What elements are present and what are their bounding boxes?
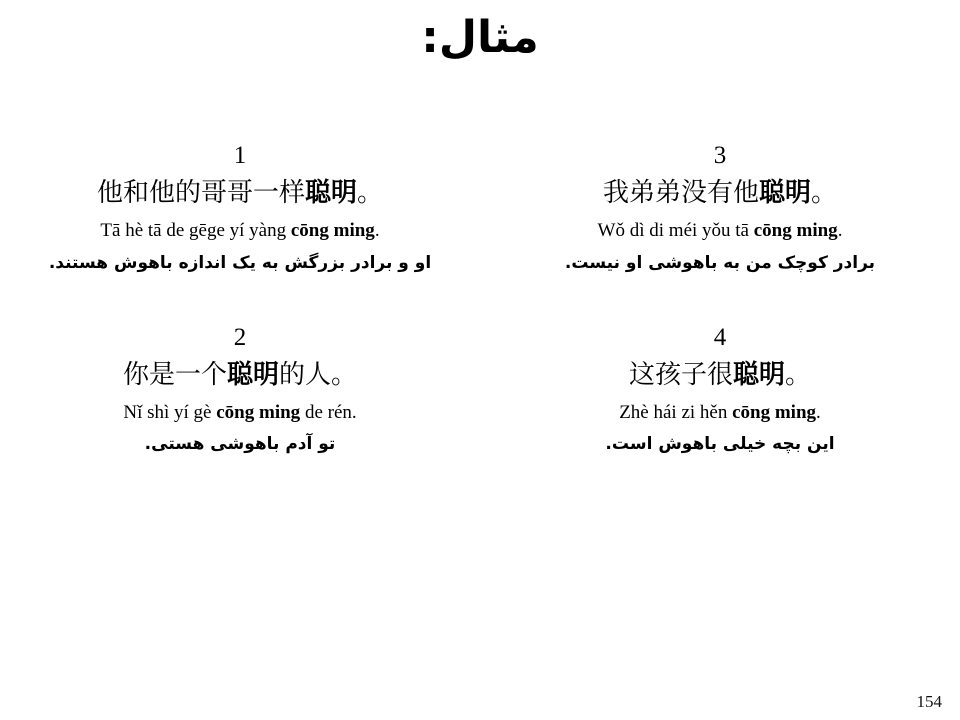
pinyin-text-before: Wǒ dì di méi yǒu tā — [597, 220, 754, 242]
farsi-text-before: تو آدم — [279, 434, 336, 455]
example-item — [0, 322, 480, 458]
farsi-text-before: او و برادر بزرگش به یک اندازه — [172, 252, 432, 273]
farsi-keyword: باهوش — [658, 434, 718, 455]
farsi-text-after: او نیست. — [564, 252, 649, 273]
pinyin-text-after: . — [374, 220, 380, 242]
pinyin-keyword: cōng ming — [732, 401, 817, 423]
example-item — [0, 140, 480, 276]
farsi-keyword: باهوشی — [648, 252, 718, 273]
pinyin-text-before: Nǐ shì yí gè — [123, 401, 217, 423]
hanzi-text-before: 我弟弟没有他 — [602, 178, 759, 209]
pinyin-text-after: . — [837, 220, 843, 242]
example-pinyin — [504, 401, 936, 426]
farsi-keyword: باهوش — [113, 252, 173, 273]
example-number: 3 — [713, 142, 727, 169]
example-pinyin — [24, 401, 456, 426]
farsi-text-before: این بچه خیلی — [717, 434, 835, 455]
hanzi-keyword: 聪明 — [758, 178, 811, 209]
example-hanzi — [24, 359, 456, 393]
farsi-keyword: باهوشی — [210, 434, 280, 455]
example-farsi — [504, 252, 936, 276]
example-farsi — [24, 252, 456, 276]
examples-grid — [0, 140, 960, 503]
hanzi-text-before: 这孩子很 — [628, 359, 733, 390]
example-number: 2 — [233, 323, 247, 351]
page-title: مثال: — [421, 12, 539, 63]
example-number: 4 — [713, 323, 727, 351]
example-pinyin — [24, 219, 456, 244]
example-pinyin — [504, 219, 936, 244]
pinyin-text-before: Tā hè tā de gēge yí yàng — [100, 220, 291, 242]
example-hanzi — [504, 359, 936, 393]
example-item — [480, 140, 960, 276]
hanzi-text-before: 你是一个 — [122, 359, 227, 390]
farsi-text-after: است. — [605, 434, 659, 455]
example-farsi — [504, 433, 936, 457]
hanzi-keyword: 聪明 — [732, 359, 785, 390]
hanzi-text-after: 。 — [811, 178, 838, 209]
example-hanzi — [504, 177, 936, 211]
pinyin-text-after: de rén. — [300, 401, 357, 423]
pinyin-text-before: Zhè hái zi hěn — [619, 401, 733, 423]
pinyin-keyword: cōng ming — [216, 401, 301, 423]
pinyin-text-after: . — [816, 401, 821, 423]
example-farsi — [24, 433, 456, 457]
hanzi-text-after: 。 — [785, 359, 812, 390]
farsi-text-before: برادر کوچک من به — [717, 252, 876, 273]
example-item — [480, 322, 960, 458]
hanzi-keyword: 聪明 — [226, 359, 279, 390]
page-number: 154 — [916, 692, 942, 711]
hanzi-text-before: 他和他的哥哥一样 — [96, 178, 305, 209]
example-number: 1 — [233, 142, 247, 169]
pinyin-keyword: cōng ming — [290, 220, 375, 242]
hanzi-keyword: 聪明 — [304, 178, 357, 209]
farsi-text-after: هستی. — [144, 434, 211, 455]
pinyin-keyword: cōng ming — [753, 220, 838, 242]
hanzi-text-after: 的人。 — [279, 359, 358, 390]
farsi-text-after: هستند. — [48, 252, 114, 273]
example-hanzi — [24, 177, 456, 211]
hanzi-text-after: 。 — [357, 178, 384, 209]
